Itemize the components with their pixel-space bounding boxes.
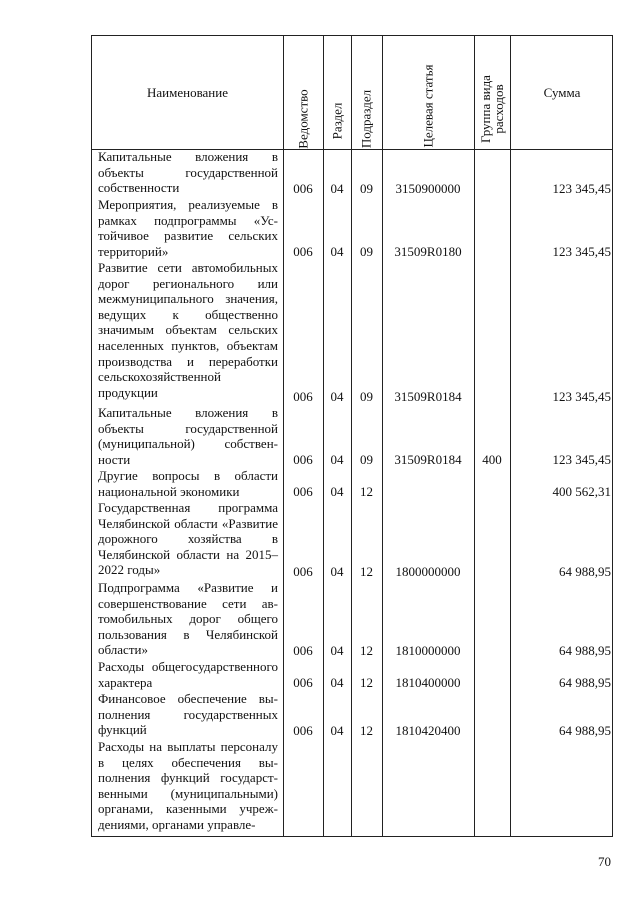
cell-summa: 64 988,95	[559, 723, 611, 739]
cell-podrazdel: 12	[360, 484, 373, 500]
row-name: Подпрограмма «Развитие и совершенствование сети автомобильных дорог общего пользования в Челябинской области»	[98, 580, 278, 658]
cell-summa: 64 988,95	[559, 675, 611, 691]
cell-vedomstvo: 006	[293, 484, 313, 500]
cell-gruppa: 400	[482, 452, 502, 468]
cell-podrazdel: 09	[360, 389, 373, 405]
row-name: Финансовое обеспечение выполнения государственных функций	[98, 691, 278, 738]
header-vedomstvo: Ведомство	[295, 89, 311, 149]
cell-razdel: 04	[330, 723, 344, 739]
row-name: Развитие сети автомобильных дорог регионального или межмуниципального значения, ведущих к общественно значимым объектам сельских населенных пунктов, объектам производства и переработки сельскохозяйственной продукции	[98, 260, 278, 400]
table-row	[92, 260, 614, 405]
header-summa	[510, 36, 614, 149]
row-name: Мероприятия, реализуемые в рамках подпрограммы «Устойчивое развитие сельских территорий»	[98, 197, 278, 259]
header-celevaya-statya: Целевая статья	[420, 64, 436, 148]
table-row	[92, 580, 614, 659]
cell-celevaya: 31509R0184	[394, 389, 462, 405]
cell-celevaya: 31509R0180	[394, 244, 462, 260]
table-row	[92, 691, 614, 739]
cell-podrazdel: 12	[360, 723, 373, 739]
cell-razdel: 04	[330, 244, 344, 260]
cell-razdel: 04	[330, 564, 344, 580]
cell-celevaya: 1810000000	[395, 643, 461, 659]
table-row	[92, 405, 614, 468]
row-name: Государственная программа Челябинской области «Развитие дорожного хозяйства в Челябинской области на 2015–2022 годы»	[98, 500, 278, 578]
row-name: Капитальные вложения в объекты государственной собственности	[98, 149, 278, 196]
header-gruppa-vida-rashodov: Группа вида расходов	[478, 75, 506, 143]
row-name: Другие вопросы в области национальной экономики	[98, 468, 278, 499]
cell-podrazdel: 12	[360, 675, 373, 691]
cell-summa: 64 988,95	[559, 643, 611, 659]
cell-summa: 123 345,45	[552, 181, 611, 197]
cell-celevaya: 1810400000	[395, 675, 461, 691]
cell-podrazdel: 09	[360, 452, 373, 468]
header-name-label: Наименование	[147, 84, 228, 100]
table-row	[92, 659, 614, 691]
row-name: Расходы на выплаты персоналу в целях обеспечения выполнения функций государственными (муниципальными) органами, казенными учреждениями, органами управле-	[98, 739, 278, 832]
cell-summa: 64 988,95	[559, 564, 611, 580]
cell-razdel: 04	[330, 181, 344, 197]
header-summa-label: Сумма	[543, 84, 581, 100]
cell-razdel: 04	[330, 484, 344, 500]
cell-razdel: 04	[330, 643, 344, 659]
table-row	[92, 149, 614, 197]
cell-vedomstvo: 006	[293, 389, 313, 405]
table-row	[92, 500, 614, 580]
cell-razdel: 04	[330, 452, 344, 468]
table-row	[92, 739, 614, 837]
cell-podrazdel: 09	[360, 244, 373, 260]
cell-podrazdel: 12	[360, 564, 373, 580]
row-name: Расходы общегосударственного характера	[98, 659, 278, 690]
table-row	[92, 468, 614, 500]
cell-celevaya: 31509R0184	[394, 452, 462, 468]
cell-vedomstvo: 006	[293, 244, 313, 260]
cell-podrazdel: 09	[360, 181, 373, 197]
cell-summa: 123 345,45	[552, 452, 611, 468]
cell-vedomstvo: 006	[293, 675, 313, 691]
header-podrazdel: Подраздел	[358, 89, 374, 149]
cell-vedomstvo: 006	[293, 452, 313, 468]
cell-celevaya: 3150900000	[395, 181, 461, 197]
budget-table	[91, 35, 613, 837]
cell-podrazdel: 12	[360, 643, 373, 659]
cell-summa: 123 345,45	[552, 244, 611, 260]
header-name	[92, 36, 283, 149]
cell-razdel: 04	[330, 675, 344, 691]
cell-summa: 400 562,31	[552, 484, 611, 500]
header-razdel: Раздел	[329, 102, 345, 140]
cell-vedomstvo: 006	[293, 643, 313, 659]
table-row	[92, 197, 614, 260]
cell-vedomstvo: 006	[293, 723, 313, 739]
row-name: Капитальные вложения в объекты государственной (муниципальной) собственности	[98, 405, 278, 467]
cell-summa: 123 345,45	[552, 389, 611, 405]
cell-razdel: 04	[330, 389, 344, 405]
cell-celevaya: 1800000000	[395, 564, 461, 580]
page-number: 70	[598, 854, 611, 869]
cell-vedomstvo: 006	[293, 181, 313, 197]
cell-celevaya: 1810420400	[395, 723, 461, 739]
cell-vedomstvo: 006	[293, 564, 313, 580]
